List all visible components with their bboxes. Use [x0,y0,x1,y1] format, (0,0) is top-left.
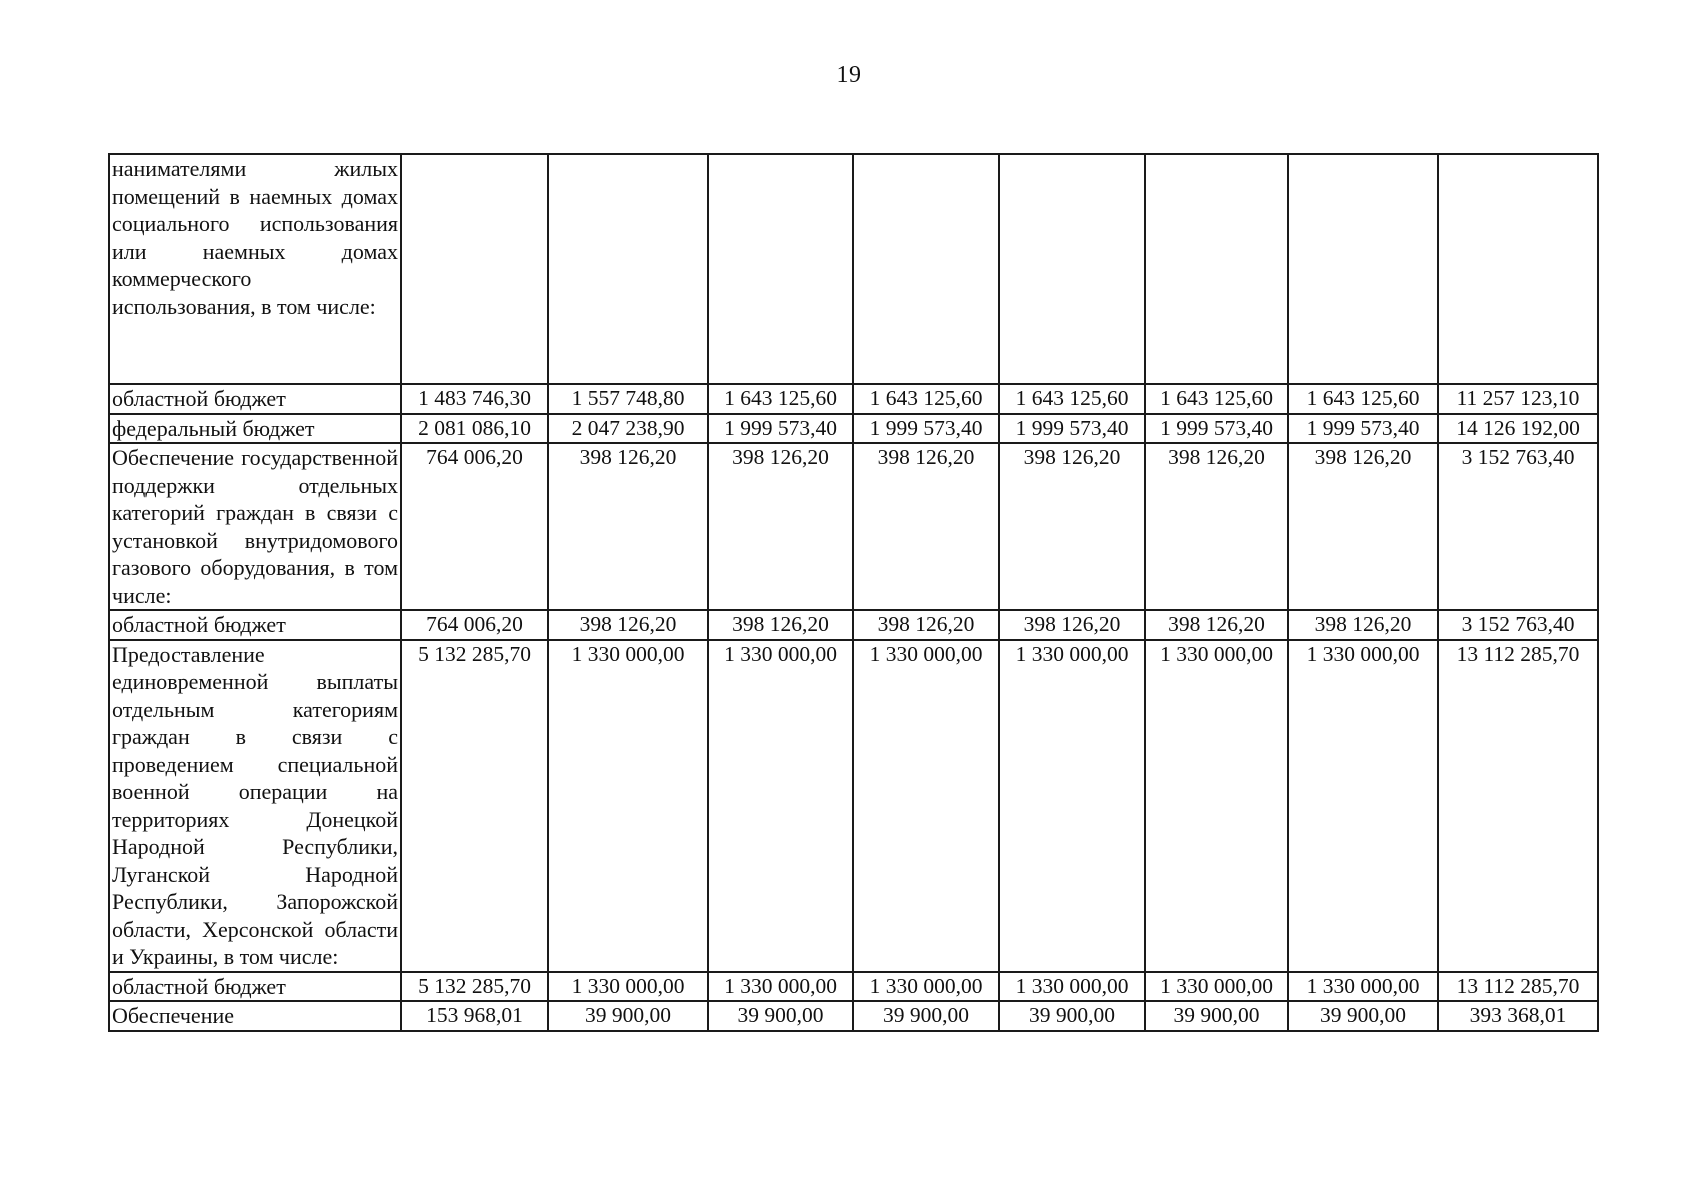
value-cell: 1 643 125,60 [1288,384,1438,414]
value-cell: 398 126,20 [708,443,853,610]
value-cell: 1 330 000,00 [853,972,999,1002]
value-cell: 398 126,20 [1288,443,1438,610]
table-row [109,640,1598,972]
value-cell: 398 126,20 [1288,610,1438,640]
value-cell: 764 006,20 [401,610,548,640]
row-label: Обеспечение государственной поддержки отдельных категорий граждан в связи с установкой внутридомового газового оборудования, в том числе: [109,443,401,610]
value-cell: 1 330 000,00 [853,640,999,972]
value-cell: 398 126,20 [853,610,999,640]
value-cell [1438,154,1598,384]
value-cell: 1 330 000,00 [1288,972,1438,1002]
value-cell: 764 006,20 [401,443,548,610]
table-row [109,610,1598,640]
value-cell: 5 132 285,70 [401,972,548,1002]
value-cell: 39 900,00 [1288,1001,1438,1031]
value-cell: 1 557 748,80 [548,384,708,414]
value-cell: 393 368,01 [1438,1001,1598,1031]
value-cell: 1 999 573,40 [853,414,999,444]
value-cell: 398 126,20 [999,443,1145,610]
value-cell: 39 900,00 [853,1001,999,1031]
value-cell: 3 152 763,40 [1438,443,1598,610]
value-cell: 2 081 086,10 [401,414,548,444]
row-label: Предоставление единовременной выплаты отдельным категориям граждан в связи с проведением специальной военной операции на территориях Донецкой Народной Республики, Луганской Народной Республики, Запорожской области, Херсонской области и Украины, в том числе: [109,640,401,972]
row-label: областной бюджет [109,384,401,414]
value-cell: 1 643 125,60 [708,384,853,414]
value-cell: 398 126,20 [548,610,708,640]
value-cell: 1 999 573,40 [999,414,1145,444]
value-cell: 14 126 192,00 [1438,414,1598,444]
value-cell: 398 126,20 [548,443,708,610]
value-cell [708,154,853,384]
budget-table [108,153,1599,1032]
value-cell: 1 330 000,00 [1288,640,1438,972]
row-label: нанимателями жилых помещений в наемных домах социального использования или наемных домах коммерческого использования, в том числе: [109,154,401,384]
value-cell: 39 900,00 [708,1001,853,1031]
value-cell: 39 900,00 [1145,1001,1288,1031]
value-cell: 398 126,20 [999,610,1145,640]
value-cell: 1 483 746,30 [401,384,548,414]
value-cell: 153 968,01 [401,1001,548,1031]
value-cell: 1 330 000,00 [708,640,853,972]
value-cell: 13 112 285,70 [1438,640,1598,972]
value-cell: 2 047 238,90 [548,414,708,444]
page-number: 19 [836,62,862,88]
table-row [109,1001,1598,1031]
value-cell: 11 257 123,10 [1438,384,1598,414]
row-label: областной бюджет [109,610,401,640]
value-cell: 1 330 000,00 [548,972,708,1002]
value-cell: 39 900,00 [548,1001,708,1031]
value-cell [1145,154,1288,384]
row-label: федеральный бюджет [109,414,401,444]
value-cell: 1 643 125,60 [999,384,1145,414]
value-cell [853,154,999,384]
table-row [109,972,1598,1002]
value-cell: 1 330 000,00 [999,640,1145,972]
table-row [109,384,1598,414]
value-cell: 398 126,20 [853,443,999,610]
value-cell [999,154,1145,384]
value-cell: 398 126,20 [1145,610,1288,640]
value-cell: 1 999 573,40 [1145,414,1288,444]
value-cell: 1 330 000,00 [1145,972,1288,1002]
value-cell: 398 126,20 [1145,443,1288,610]
value-cell: 39 900,00 [999,1001,1145,1031]
value-cell [548,154,708,384]
table-row [109,443,1598,610]
value-cell: 5 132 285,70 [401,640,548,972]
value-cell: 1 330 000,00 [548,640,708,972]
value-cell: 1 330 000,00 [1145,640,1288,972]
table-row [109,154,1598,384]
table-row [109,414,1598,444]
value-cell: 1 999 573,40 [708,414,853,444]
row-label: областной бюджет [109,972,401,1002]
value-cell: 3 152 763,40 [1438,610,1598,640]
value-cell: 398 126,20 [708,610,853,640]
value-cell: 1 999 573,40 [1288,414,1438,444]
value-cell: 13 112 285,70 [1438,972,1598,1002]
value-cell: 1 643 125,60 [1145,384,1288,414]
value-cell: 1 330 000,00 [999,972,1145,1002]
value-cell [1288,154,1438,384]
value-cell: 1 643 125,60 [853,384,999,414]
value-cell: 1 330 000,00 [708,972,853,1002]
value-cell [401,154,548,384]
row-label: Обеспечение [109,1001,401,1031]
